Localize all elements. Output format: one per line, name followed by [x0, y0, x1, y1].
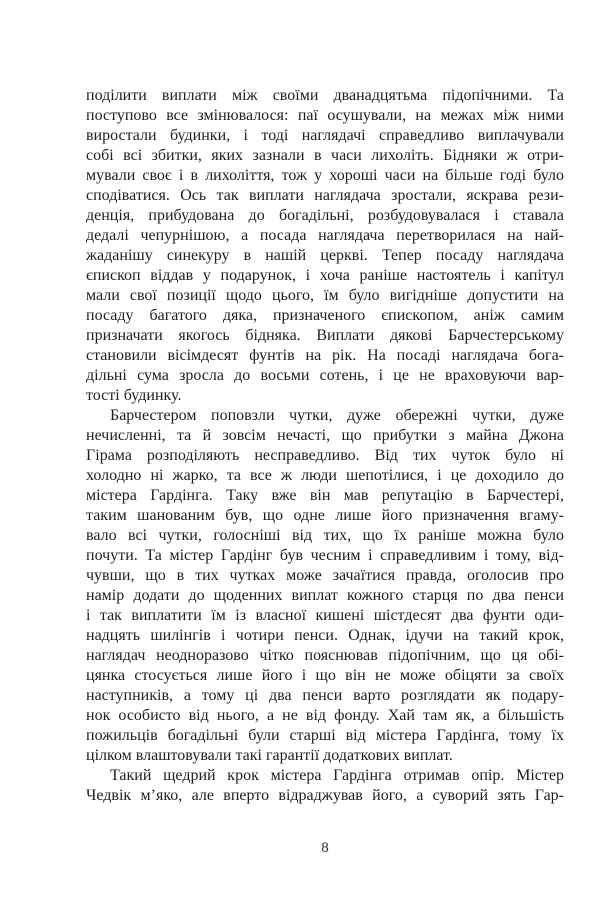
text-line: Барчестером поповзли чутки, дуже обережні чутки, дуже: [110, 407, 564, 424]
text-line: поступово все змінювалося: паї осушували, на межах між ними: [86, 107, 564, 124]
text-line: наглядач неодноразово чітко пояснював підопічним, що ця обі-: [86, 647, 564, 664]
paragraph: [86, 406, 564, 766]
text-line: Гірама розподіляють несправедливо. Від тих чуток було ні: [86, 447, 564, 464]
text-line: тості будинку.: [86, 387, 182, 404]
text-line: цянка стосується лише його і що він не може обіцяти за своїх: [86, 667, 564, 684]
text-line: намір додати до щоденних виплат кожного старця по два пенси: [86, 587, 564, 604]
text-line: сподіватися. Ось так виплати наглядача зростали, яскрава рези-: [86, 187, 564, 204]
text-line: і так виплатити їм із власної кишені шістдесят два фунти оди-: [86, 607, 564, 624]
text-line: містера Гардінга. Таку вже він мав репутацію в Барчестері,: [86, 487, 564, 504]
text-line: посаду багатого дяка, призначеного єпископом, аніж самим: [86, 307, 564, 324]
paragraph: [86, 86, 564, 406]
text-line: собі всі збитки, яких зазнали в часи лихоліть. Бідняки ж отри-: [86, 147, 564, 164]
paragraph: [86, 766, 564, 806]
text-line: мали свої позиції щодо цього, їм було вигідніше допустити на: [86, 287, 564, 304]
text-line: денція, прибудована до богадільні, розбудовувалася і ставала: [86, 207, 564, 224]
text-line: мували своє і в лихоліття, тож у хороші часи на більше годі було: [86, 167, 564, 184]
text-line: Такий щедрий крок містера Гардінга отримав опір. Містер: [110, 767, 564, 784]
text-line: холодно ні жарко, та все ж люди шепотілися, і це доходило до: [86, 467, 564, 484]
text-line: Чедвік м’яко, але вперто відраджував його, а суворий зять Гар-: [86, 787, 564, 804]
page-number: 8: [321, 840, 329, 856]
text-line: єпископ віддав у подарунок, і хоча раніше настоятель і капітул: [86, 267, 564, 284]
text-line: поділити виплати між своїми дванадцятьма підопічними. Та: [86, 87, 564, 104]
text-line: наступників, а тому ці два пенси варто розглядати як подару-: [86, 687, 564, 704]
text-line: дедалі чепурнішою, а посада наглядача перетворилася на най-: [86, 227, 564, 244]
text-line: пожильців богадільні були старші від містера Гардінга, тому їх: [86, 727, 564, 744]
text-line: виростали будинки, і тоді наглядачі справедливо виплачували: [86, 127, 564, 144]
text-line: становили вісімдесят фунтів на рік. На посаді наглядача бога-: [86, 347, 564, 364]
text-line: нок особисто від нього, а не від фонду. Хай там як, а більшість: [86, 707, 564, 724]
text-line: надцять шилінгів і чотири пенси. Однак, ідучи на такий крок,: [86, 627, 564, 644]
text-line: нечисленні, та й зовсім нечасті, що прибутки з майна Джона: [86, 427, 564, 444]
text-line: вало всі чутки, голосніші від тих, що їх раніше можна було: [86, 527, 564, 544]
text-line: почути. Та містер Гардінг був чесним і справедливим і тому, від-: [86, 547, 564, 564]
text-line: цілком влаштовували такі гарантії додаткових виплат.: [86, 747, 453, 764]
text-line: жаданішу синекуру в нашій церкві. Тепер посаду наглядача: [86, 247, 564, 264]
text-line: дільні сума зросла до восьми сотень, і це не враховуючи вар-: [86, 367, 564, 384]
text-block: [86, 86, 564, 806]
text-line: таким шанованим був, що одне лише його призначення вгаму-: [86, 507, 564, 524]
text-line: чувши, що в тих чутках може зачаїтися правда, оголосив про: [86, 567, 564, 584]
text-line: призначати якогось бідняка. Виплати дякові Барчестерському: [86, 327, 564, 344]
